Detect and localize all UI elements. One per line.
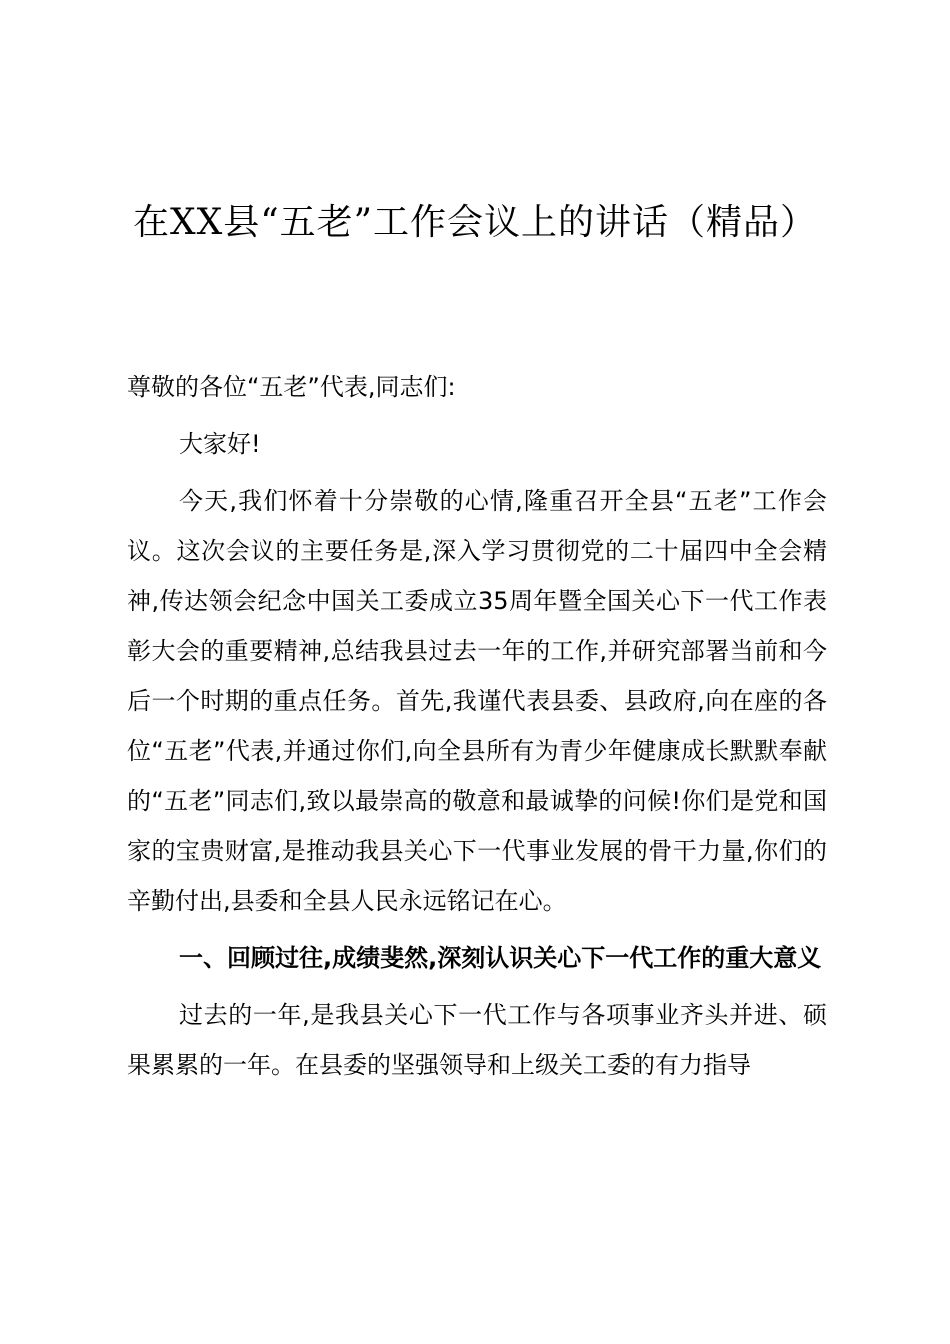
greeting: 大家好! bbox=[179, 430, 261, 458]
document-title: 在XX县“五老”工作会议上的讲话（精品） bbox=[132, 202, 818, 243]
section-heading: 一、回顾过往,成绩斐然,深刻认识关心下一代工作的重大意义 bbox=[179, 944, 822, 972]
body-paragraph: 过去的一年,是我县关心下一代工作与各项事业齐头并进、硕果累累的一年。在县委的坚强领导和上级关工委的有力指导 bbox=[127, 1001, 827, 1079]
salutation: 尊敬的各位“五老”代表,同志们: bbox=[127, 373, 456, 401]
body-paragraph: 今天,我们怀着十分崇敬的心情,隆重召开全县“五老”工作会议。这次会议的主要任务是,深入学习贯彻党的二十届四中全会精神,传达领会纪念中国关工委成立35周年暨全国关心下一代工作表彰大会的重要精神,总结我县过去一年的工作,并研究部署当前和今后一个时期的重点任务。首先,我谨代表县委、县政府,向在座的各位“五老”代表,并通过你们,向全县所有为青少年健康成长默默奉献的“五老”同志们,致以最崇高的敬意和最诚挚的问候!你们是党和国家的宝贵财富,是推动我县关心下一代事业发展的骨干力量,你们的辛勤付出,县委和全县人民永远铭记在心。 bbox=[127, 487, 827, 915]
document-body bbox=[127, 362, 827, 1097]
